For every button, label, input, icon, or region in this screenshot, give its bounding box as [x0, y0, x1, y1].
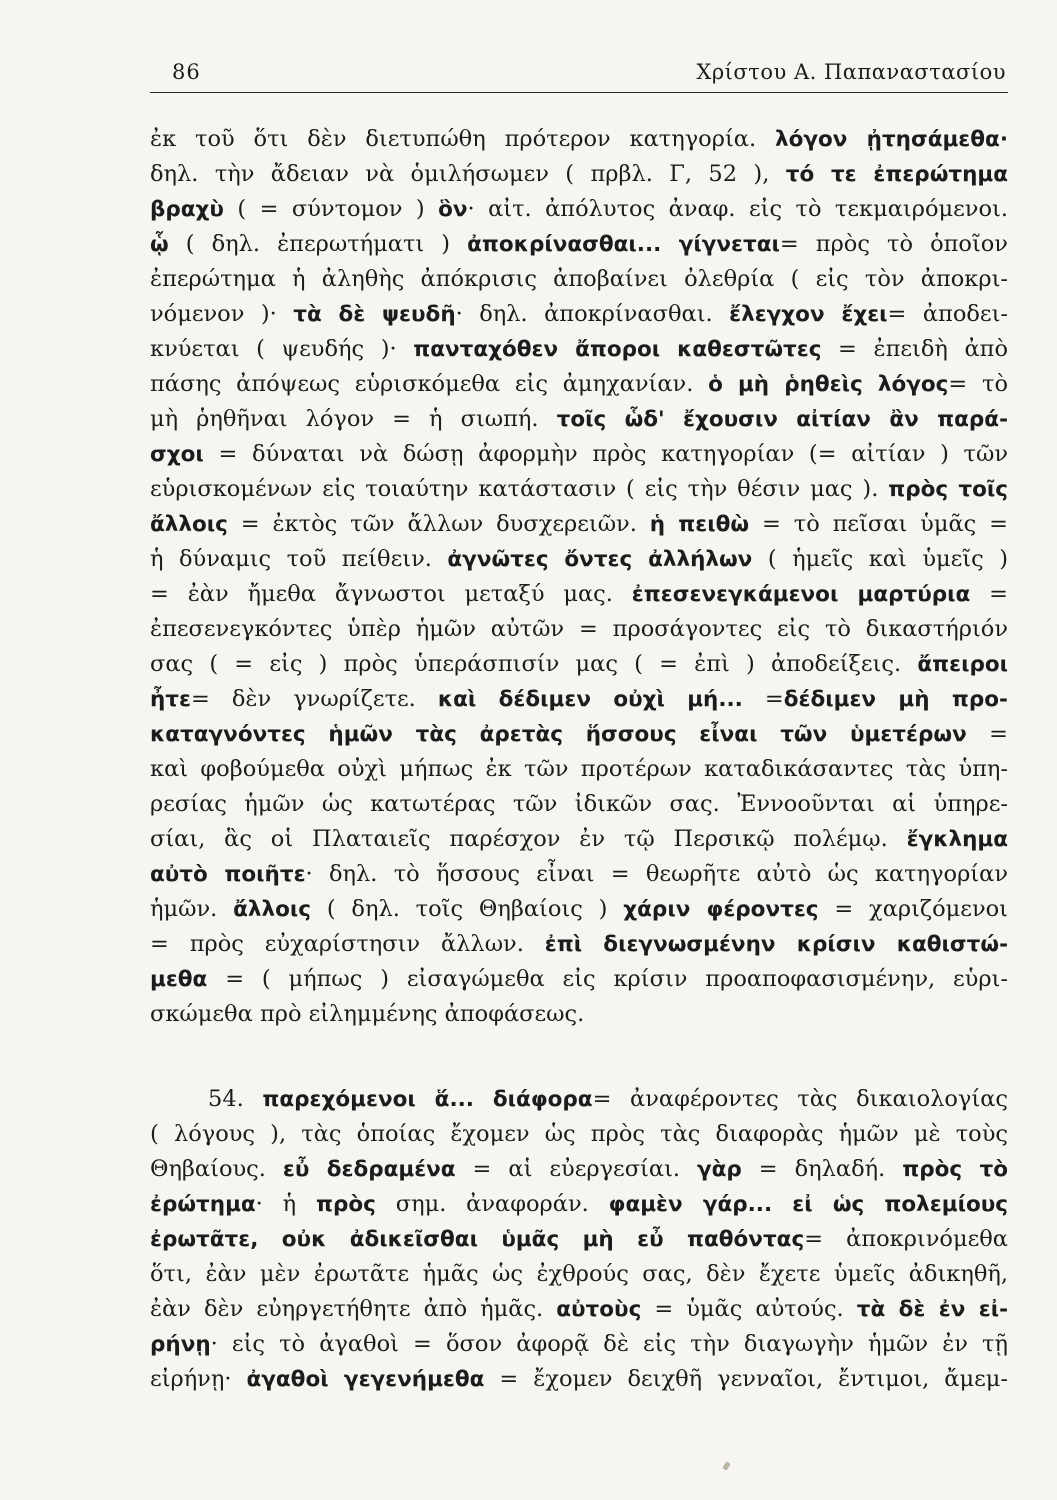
gloss-text: = ἀποκρινόμεθα [804, 1226, 1008, 1252]
text-line [150, 402, 1008, 437]
text-line [150, 542, 1008, 577]
text-line [150, 1082, 1008, 1117]
gloss-text: · ἡ [255, 1191, 316, 1217]
gloss-text: = ἔχομεν δειχθῆ γενναῖοι, ἔντιμοι, ἄμεμ- [484, 1366, 1008, 1392]
gloss-text: = [742, 686, 784, 712]
gloss-text: ρεσίας ἡμῶν ὡς κατωτέρας τῶν ἰδικῶν σας. Ἐννοοῦνται αἱ ὑπηρε- [150, 791, 1008, 817]
gloss-text: = τὸ [948, 371, 1008, 397]
lemma-term: ἔγκλημα [906, 827, 1008, 852]
gloss-text: · εἰς τὸ ἀγαθοὶ = ὅσον ἀφορᾷ δὲ εἰς τὴν διαγωγὴν ἡμῶν ἐν τῇ [210, 1331, 1008, 1357]
gloss-text: 54. [208, 1086, 263, 1112]
gloss-text: εὑρισκομένων εἰς τοιαύτην κατάστασιν ( εἰς τὴν θέσιν μας ). [150, 476, 889, 502]
lemma-term: ἀγαθοὶ γεγενήμεθα [246, 1367, 485, 1392]
text-line [150, 857, 1008, 892]
text-line [150, 122, 1008, 157]
lemma-term: αὐτὸ ποιῆτε [150, 862, 306, 887]
text-line [150, 1222, 1008, 1257]
text-line [150, 192, 1008, 227]
page-header [150, 58, 1008, 93]
lemma-term: ἄλλοις [233, 897, 311, 922]
paragraph-gap [150, 1032, 1008, 1082]
gloss-text: καὶ φοβούμεθα οὐχὶ μήπως ἐκ τῶν προτέρων καταδικάσαντες τὰς ὑπη- [150, 756, 1008, 782]
lemma-term: μεθα [150, 967, 208, 992]
gloss-text: ἡ δύναμις τοῦ πείθειν. [150, 546, 448, 572]
lemma-term: ἄλλοις [150, 512, 228, 537]
gloss-text: = ἐκτὸς τῶν ἄλλων δυσχερειῶν. [227, 511, 650, 537]
text-line [150, 647, 1008, 682]
gloss-text: = ἐὰν ἤμεθα ἄγνωστοι μεταξύ μας. [150, 581, 632, 607]
text-line [150, 752, 1008, 787]
lemma-term: παρεχόμενοι ἅ... διάφορα [262, 1087, 593, 1112]
lemma-term: εὖ δεδραμένα [282, 1157, 456, 1182]
gloss-text: σας ( = εἰς ) πρὸς ὑπεράσπισίν μας ( = ἐπὶ ) ἀποδείξεις. [150, 651, 918, 677]
lemma-term: ἐπεσενεγκάμενοι μαρτύρια [631, 582, 971, 607]
text-line [150, 717, 1008, 752]
text-line [150, 507, 1008, 542]
text-line [150, 682, 1008, 717]
scan-speck [722, 1461, 731, 1470]
lemma-term: αὐτοὺς [556, 1297, 642, 1322]
lemma-term: σχοι [150, 442, 204, 467]
gloss-text: = δὲν γνωρίζετε. [191, 686, 438, 712]
text-line [150, 1187, 1008, 1222]
gloss-text: · δηλ. ἀποκρίνασθαι. [455, 301, 730, 327]
gloss-text: μὴ ῥηθῆναι λόγον = ἡ σιωπή. [150, 406, 557, 432]
gloss-text: = αἱ εὐεργεσίαι. [455, 1156, 698, 1182]
text-line [150, 612, 1008, 647]
text-line [150, 1152, 1008, 1187]
gloss-text: δηλ. τὴν ἄδειαν νὰ ὁμιλήσωμεν ( πρβλ. Γ, 52 ), [150, 161, 786, 187]
lemma-term: ἐπὶ διεγνωσμένην κρίσιν καθιστώ- [544, 932, 1008, 957]
gloss-text: πάσης ἀπόψεως εὑρισκόμεθα εἰς ἀμηχανίαν. [150, 371, 709, 397]
lemma-term: ὃν [438, 197, 468, 222]
gloss-text: = τὸ πεῖσαι ὑμᾶς = [749, 511, 1008, 537]
text-line [150, 1117, 1008, 1152]
gloss-text: = δηλαδή. [741, 1156, 903, 1182]
gloss-text: ἡμῶν. [150, 896, 234, 922]
gloss-text: ὅτι, ἐὰν μὲν ἐρωτᾶτε ἡμᾶς ὡς ἐχθρούς σας, δὲν ἔχετε ὑμεῖς ἀδικηθῆ, [150, 1261, 1008, 1287]
lemma-term: πρὸς [315, 1192, 376, 1217]
text-line [150, 437, 1008, 472]
lemma-term: λόγον ᾐτησάμεθα· [775, 127, 1008, 152]
gloss-text: σημ. ἀναφοράν. [375, 1191, 609, 1217]
text-line [150, 962, 1008, 997]
text-line [150, 157, 1008, 192]
text-line [150, 1327, 1008, 1362]
gloss-text: = ( μήπως ) εἰσαγώμεθα εἰς κρίσιν προαποφασισμένην, εὑρι- [207, 966, 1008, 992]
gloss-text: νόμενον )· [150, 301, 294, 327]
lemma-term: πρὸς τοῖς [888, 477, 1008, 502]
text-line [150, 1292, 1008, 1327]
lemma-term: ᾧ [150, 232, 169, 257]
text-line [150, 892, 1008, 927]
gloss-text: ( ἡμεῖς καὶ ὑμεῖς ) [752, 546, 1008, 572]
gloss-text: εἰρήνῃ· [150, 1366, 247, 1392]
gloss-text: σκώμεθα πρὸ εἰλημμένης ἀποφάσεως. [150, 1001, 585, 1027]
lemma-term: ἦτε [150, 687, 191, 712]
page-number: 86 [172, 60, 201, 84]
gloss-text: = πρὸς τὸ ὁποῖον [779, 231, 1008, 257]
gloss-text: = [970, 581, 1008, 607]
lemma-term: ἐρωτᾶτε, οὐκ ἀδικεῖσθαι ὑμᾶς μὴ εὖ παθόντας [150, 1227, 805, 1252]
gloss-text: = πρὸς εὐχαρίστησιν ἄλλων. [150, 931, 545, 957]
lemma-term: ὁ μὴ ῥηθεὶς λόγος [708, 372, 949, 397]
lemma-term: καταγνόντες ἡμῶν τὰς ἀρετὰς ἥσσους εἶναι τῶν ὑμετέρων [150, 722, 967, 747]
text-line [150, 332, 1008, 367]
lemma-term: δέδιμεν μὴ προ- [783, 687, 1008, 712]
lemma-term: καὶ δέδιμεν οὐχὶ μή... [437, 687, 743, 712]
gloss-text: κνύεται ( ψευδής )· [150, 336, 414, 362]
gloss-text: Θηβαίους. [150, 1156, 283, 1182]
lemma-term: ἀποκρίνασθαι... γίγνεται [467, 232, 780, 257]
lemma-term: τὰ δὲ ψευδῆ [293, 302, 456, 327]
gloss-text: ἐπεσενεγκόντες ὑπὲρ ἡμῶν αὐτῶν = προσάγοντες εἰς τὸ δικαστήριόν [150, 616, 1008, 642]
gloss-text: ( δηλ. ἐπερωτήματι ) [168, 231, 468, 257]
lemma-term: πρὸς τὸ [902, 1157, 1008, 1182]
gloss-text: ( δηλ. τοῖς Θηβαίοις ) [310, 896, 624, 922]
gloss-text: · αἰτ. ἀπόλυτος ἀναφ. εἰς τὸ τεκμαιρόμενοι. [467, 196, 1008, 222]
text-line [150, 297, 1008, 332]
gloss-text: ἐκ τοῦ ὅτι δὲν διετυπώθη πρότερον κατηγορία. [150, 126, 775, 152]
text-line [150, 577, 1008, 612]
gloss-text: = δύναται νὰ δώσῃ ἀφορμὴν πρὸς κατηγορίαν (= αἰτίαν ) τῶν [203, 441, 1008, 467]
running-head: Χρίστου Α. Παπαναστασίου [696, 60, 1006, 84]
text-line [150, 227, 1008, 262]
lemma-term: χάριν φέροντες [623, 897, 819, 922]
gloss-text: ἐὰν δὲν εὐηργετήθητε ἀπὸ ἡμᾶς. [150, 1296, 557, 1322]
text-line [150, 927, 1008, 962]
text-line [150, 1257, 1008, 1292]
lemma-term: γὰρ [697, 1157, 742, 1182]
gloss-text: ( λόγους ), τὰς ὁποίας ἔχομεν ὡς πρὸς τὰς διαφορὰς ἡμῶν μὲ τοὺς [150, 1121, 1008, 1147]
lemma-term: φαμὲν γάρ... εἰ ὡς πολεμίους [608, 1192, 1008, 1217]
lemma-term: τοῖς ὧδ' ἔχουσιν αἰτίαν ἂν παρά- [556, 407, 1008, 432]
gloss-text: σίαι, ἃς οἱ Πλαταιεῖς παρέσχον ἐν τῷ Περσικῷ πολέμῳ. [150, 826, 907, 852]
lemma-term: ἐρώτημα [150, 1192, 256, 1217]
text-line [150, 787, 1008, 822]
text-line [150, 367, 1008, 402]
lemma-term: ρήνῃ [150, 1332, 211, 1357]
lemma-term: βραχὺ [150, 197, 224, 222]
gloss-text: = ἐπειδὴ ἀπὸ [821, 336, 1008, 362]
text-line [150, 472, 1008, 507]
gloss-text: = ἀναφέροντες τὰς δικαιολογίας [592, 1086, 1008, 1112]
lemma-term: ἡ πειθὼ [649, 512, 750, 537]
gloss-text: = ἀποδει- [887, 301, 1008, 327]
lemma-term: ἔλεγχον ἔχει [729, 302, 888, 327]
commentary-text [150, 122, 1008, 1397]
text-line [150, 1362, 1008, 1397]
gloss-text: · δηλ. τὸ ἥσσους εἶναι = θεωρῆτε αὐτὸ ὡς κατηγορίαν [305, 861, 1008, 887]
gloss-text: ( = σύντομον ) [223, 196, 439, 222]
gloss-text: = ὑμᾶς αὐτούς. [641, 1296, 857, 1322]
lemma-term: πανταχόθεν ἄποροι καθεστῶτες [413, 337, 822, 362]
gloss-text: ἐπερώτημα ἡ ἀληθὴς ἀπόκρισις ἀποβαίνει ὀλεθρία ( εἰς τὸν ἀποκρι- [150, 266, 1008, 292]
lemma-term: τό τε ἐπερώτημα [785, 162, 1008, 187]
lemma-term: ἄπειροι [917, 652, 1008, 677]
gloss-text: = [966, 721, 1008, 747]
lemma-term: τὰ δὲ ἐν εἰ- [856, 1297, 1008, 1322]
lemma-term: ἀγνῶτες ὄντες ἀλλήλων [447, 547, 753, 572]
text-line [150, 262, 1008, 297]
text-line [150, 822, 1008, 857]
text-line [150, 997, 1008, 1032]
gloss-text: = χαριζόμενοι [818, 896, 1008, 922]
